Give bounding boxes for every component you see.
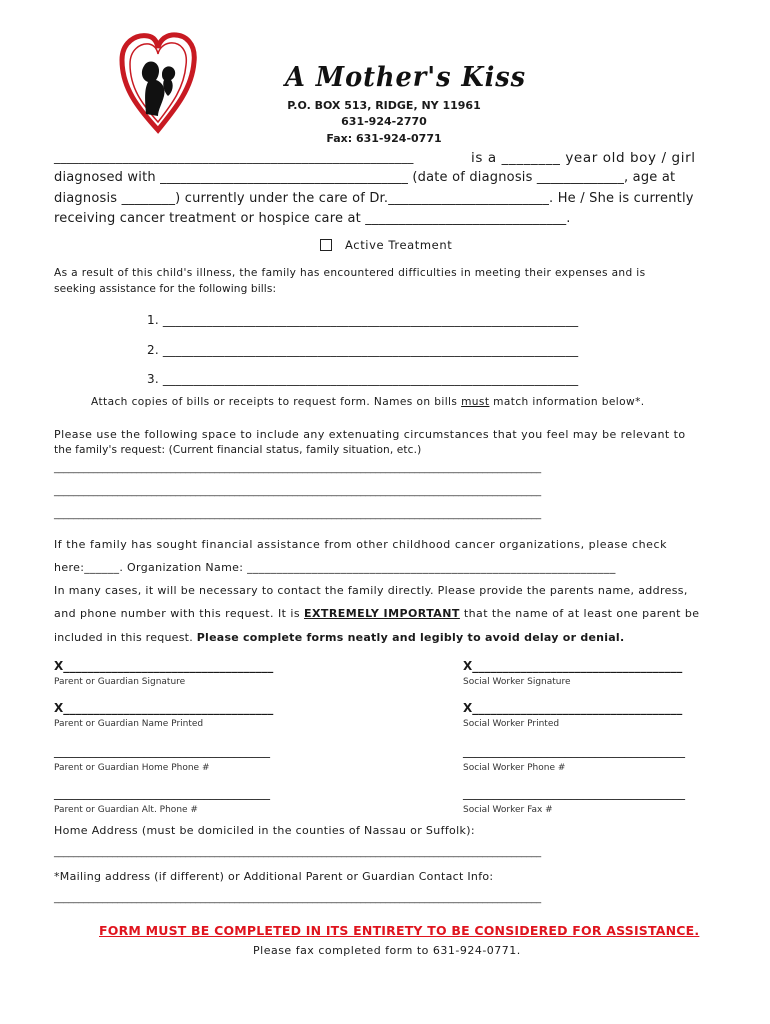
treatment-location-line[interactable]: receiving cancer treatment or hospice care at ______________________________. bbox=[54, 211, 571, 226]
orgs-text: If the family has sought financial assistance from other childhood cancer organizations, please check bbox=[54, 538, 668, 551]
extremely-important-text: EXTREMELY IMPORTANT bbox=[304, 607, 460, 620]
difficulties-text-2: seeking assistance for the following bills: bbox=[54, 283, 277, 295]
doctor-line[interactable]: diagnosis ________) currently under the care of Dr.________________________. He / She is currently bbox=[54, 191, 694, 206]
parent-home-phone-line[interactable]: ____________________________________ bbox=[54, 744, 270, 758]
parent-home-phone-caption: Parent or Guardian Home Phone # bbox=[54, 763, 210, 773]
social-worker-signature-line[interactable]: X___________________________________ bbox=[463, 659, 683, 673]
mailing-address-label: *Mailing address (if different) or Additional Parent or Guardian Contact Info: bbox=[54, 870, 494, 883]
circumstances-blank-3[interactable]: ____________________________________________________________________________________________________ bbox=[54, 509, 542, 520]
social-worker-printed-line[interactable]: X___________________________________ bbox=[463, 701, 683, 715]
mailing-address-line[interactable]: ____________________________________________________________________________________________________ bbox=[54, 893, 542, 904]
parent-name-caption: Parent or Guardian Name Printed bbox=[54, 719, 204, 729]
social-worker-phone-caption: Social Worker Phone # bbox=[463, 763, 566, 773]
child-age-line[interactable]: is a ________ year old boy / girl bbox=[471, 150, 696, 166]
diagnosis-line[interactable]: diagnosed with _____________________________________ (date of diagnosis _____________, age at bbox=[54, 170, 676, 185]
attach-instruction bbox=[91, 396, 645, 408]
child-name-blank[interactable]: __________________________________________________________ bbox=[54, 150, 414, 164]
contact-text: In many cases, it will be necessary to contact the family directly. Please provide the parents name, address, bbox=[54, 584, 688, 597]
social-worker-printed-caption: Social Worker Printed bbox=[463, 719, 560, 729]
circumstances-blank-2[interactable]: ____________________________________________________________________________________________________ bbox=[54, 486, 542, 497]
contact-text-2 bbox=[54, 607, 700, 620]
circumstances-text-2: the family's request: (Current financial status, family situation, etc.) bbox=[54, 444, 422, 456]
logo bbox=[118, 30, 198, 134]
address-line: P.O. BOX 513, RIDGE, NY 11961 bbox=[287, 99, 481, 112]
contact-text-2a: and phone number with this request. It is bbox=[54, 607, 304, 620]
fax-line: Fax: 631-924-0771 bbox=[326, 132, 442, 145]
social-worker-fax-line[interactable]: _____________________________________ bbox=[463, 786, 685, 800]
bill-line-1[interactable]: 1. ___________________________________________________________________ bbox=[147, 313, 579, 327]
heart-mother-child-icon bbox=[118, 30, 198, 134]
difficulties-text: As a result of this child's illness, the family has encountered difficulties in meeting their expenses and is bbox=[54, 267, 646, 279]
phone-line: 631-924-2770 bbox=[341, 115, 427, 128]
attach-text-end: match information below*. bbox=[489, 396, 645, 408]
contact-text-3 bbox=[54, 631, 624, 644]
active-treatment-checkbox[interactable] bbox=[320, 239, 332, 251]
social-worker-signature-caption: Social Worker Signature bbox=[463, 677, 571, 687]
bill-line-2[interactable]: 2. ___________________________________________________________________ bbox=[147, 343, 579, 357]
parent-alt-phone-caption: Parent or Guardian Alt. Phone # bbox=[54, 805, 198, 815]
attach-emphasis: must bbox=[461, 396, 490, 408]
circumstances-blank-1[interactable]: ____________________________________________________________________________________________________ bbox=[54, 463, 542, 474]
fax-instruction: Please fax completed form to 631-924-0771. bbox=[253, 944, 521, 957]
completion-warning: FORM MUST BE COMPLETED IN ITS ENTIRETY TO BE CONSIDERED FOR ASSISTANCE. bbox=[99, 923, 700, 938]
contact-text-2b: that the name of at least one parent be bbox=[459, 607, 700, 620]
parent-alt-phone-line[interactable]: ____________________________________ bbox=[54, 786, 270, 800]
social-worker-phone-line[interactable]: _____________________________________ bbox=[463, 744, 685, 758]
parent-signature-caption: Parent or Guardian Signature bbox=[54, 677, 186, 687]
circumstances-text: Please use the following space to include any extenuating circumstances that you feel may be relevant to bbox=[54, 428, 686, 441]
attach-text: Attach copies of bills or receipts to request form. Names on bills bbox=[91, 396, 462, 408]
parent-name-line[interactable]: X___________________________________ bbox=[54, 701, 274, 715]
social-worker-fax-caption: Social Worker Fax # bbox=[463, 805, 553, 815]
organization-name-line[interactable]: here:______. Organization Name: _______________________________________________________________ bbox=[54, 561, 616, 574]
active-treatment-label: Active Treatment bbox=[345, 238, 453, 252]
parent-signature-line[interactable]: X___________________________________ bbox=[54, 659, 274, 673]
organization-title: A Mother's Kiss bbox=[285, 62, 527, 93]
home-address-line[interactable]: ____________________________________________________________________________________________________ bbox=[54, 847, 542, 858]
neatness-warning: Please complete forms neatly and legibly to avoid delay or denial. bbox=[196, 631, 625, 644]
contact-text-3a: included in this request. bbox=[54, 631, 197, 644]
home-address-label: Home Address (must be domiciled in the counties of Nassau or Suffolk): bbox=[54, 824, 475, 837]
bill-line-3[interactable]: 3. ___________________________________________________________________ bbox=[147, 372, 579, 386]
